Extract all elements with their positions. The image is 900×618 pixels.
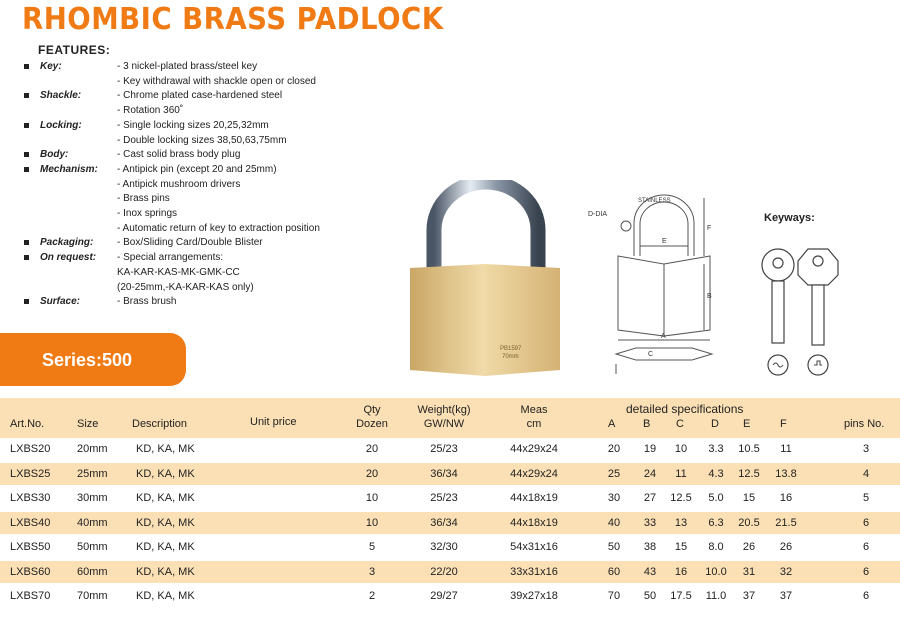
shackle: [434, 182, 538, 272]
cell-b: 19: [643, 443, 657, 455]
cell-d: 10.0: [705, 565, 727, 578]
cell-d: 11.0: [705, 590, 727, 602]
cell-a: 30: [607, 492, 621, 504]
header-qty-unit: Dozen: [356, 418, 388, 430]
diagram-label-d-dia: D-DIA: [588, 211, 608, 218]
feature-line: [0, 251, 360, 266]
cell-b: 38: [643, 541, 657, 553]
cell-e: 31: [742, 565, 756, 578]
cell-art: LXBS60: [10, 565, 51, 578]
bullet-square-icon: [24, 167, 29, 172]
feature-line: [0, 178, 360, 193]
cell-meas: 44x18x19: [510, 516, 558, 529]
cell-f: 21.5: [775, 516, 797, 529]
cell-a: 25: [607, 467, 621, 480]
header-size: Size: [77, 418, 99, 430]
cell-a: 50: [607, 541, 621, 553]
cell-qty: 2: [368, 590, 376, 602]
header-weight: Weight(kg): [417, 404, 471, 416]
table-row: [0, 536, 900, 558]
keyways-illustration: [750, 205, 880, 380]
cell-pins: 6: [862, 590, 870, 602]
header-meas-unit: cm: [526, 418, 542, 430]
feature-value: - Single locking sizes 20,25,32mm: [117, 119, 269, 131]
cell-art: LXBS40: [10, 516, 51, 529]
cell-weight: 32/30: [430, 541, 458, 553]
cell-weight: 25/23: [430, 443, 458, 455]
cell-size: 40mm: [77, 516, 108, 529]
header-weight-unit: GW/NW: [423, 418, 465, 430]
cell-qty: 10: [365, 492, 379, 504]
feature-value: - Double locking sizes 38,50,63,75mm: [117, 134, 287, 146]
header-detailed-specs: detailed specifications: [626, 402, 744, 416]
cell-qty: 20: [365, 443, 379, 455]
cell-meas: 44x29x24: [510, 443, 558, 455]
cell-e: 37: [742, 590, 756, 602]
cell-pins: 4: [862, 467, 870, 480]
feature-value: - Special arrangements:: [117, 252, 224, 264]
keyways-label: Keyways:: [764, 212, 815, 224]
cell-size: 70mm: [77, 590, 108, 602]
cell-pins: 6: [862, 541, 870, 553]
feature-line: [0, 119, 360, 134]
feature-label: On request:: [40, 252, 97, 264]
cell-e: 15: [742, 492, 756, 504]
table-row: [0, 512, 900, 534]
cell-art: LXBS30: [10, 492, 51, 504]
cell-d: 6.3: [708, 516, 724, 529]
cell-size: 25mm: [77, 467, 108, 480]
cell-a: 60: [607, 565, 621, 578]
feature-line: [0, 192, 360, 207]
feature-value: - Box/Sliding Card/Double Blister: [117, 237, 263, 249]
cell-meas: 39x27x18: [510, 590, 558, 602]
cell-b: 27: [643, 492, 657, 504]
cell-desc: KD, KA, MK: [136, 467, 195, 480]
cell-a: 40: [607, 516, 621, 529]
bullet-square-icon: [24, 64, 29, 69]
cell-qty: 20: [365, 467, 379, 480]
cell-b: 33: [643, 516, 657, 529]
feature-value: - Automatic return of key to extraction position: [117, 222, 320, 234]
table-row: [0, 487, 900, 509]
lock-engraving-model: PB1597: [500, 346, 522, 352]
cell-c: 12.5: [670, 492, 692, 504]
cell-pins: 6: [862, 565, 870, 578]
header-spec-d: D: [711, 418, 719, 430]
cell-weight: 29/27: [430, 590, 458, 602]
cell-art: LXBS50: [10, 541, 51, 553]
cell-a: 20: [607, 443, 621, 455]
table-row: [0, 463, 900, 485]
header-spec-f: F: [780, 418, 787, 430]
cell-size: 20mm: [77, 443, 108, 455]
bullet-square-icon: [24, 93, 29, 98]
table-row: [0, 438, 900, 460]
cell-f: 16: [779, 492, 793, 504]
header-spec-a: A: [608, 418, 616, 430]
feature-value: - Antipick mushroom drivers: [117, 178, 241, 190]
bullet-square-icon: [24, 152, 29, 157]
cell-weight: 25/23: [430, 492, 458, 504]
feature-value: KA-KAR-KAS-MK-GMK-CC: [117, 266, 240, 278]
cell-b: 24: [643, 467, 657, 480]
header-spec-e: E: [743, 418, 751, 430]
cell-meas: 44x29x24: [510, 467, 558, 480]
header-unit-price: Unit price: [250, 416, 297, 428]
feature-label: Mechanism:: [40, 163, 98, 175]
header-description: Description: [132, 418, 188, 430]
feature-label: Body:: [40, 149, 69, 161]
cell-c: 10: [674, 443, 688, 455]
bullet-square-icon: [24, 255, 29, 260]
cell-desc: KD, KA, MK: [136, 492, 195, 504]
feature-line: [0, 148, 360, 163]
table-header-row: [0, 398, 900, 438]
diagram-label-f: F: [707, 225, 712, 232]
feature-line: [0, 236, 360, 251]
feature-label: Shackle:: [40, 90, 82, 102]
features-heading: FEATURES:: [38, 43, 111, 57]
cell-b: 43: [643, 565, 657, 578]
cell-d: 5.0: [708, 492, 724, 504]
cell-art: LXBS25: [10, 467, 51, 480]
dimension-diagram: [576, 188, 746, 388]
cell-qty: 10: [365, 516, 379, 529]
lock-body-left: [410, 264, 485, 376]
cell-e: 12.5: [738, 467, 760, 480]
feature-value: - Rotation 360˚: [117, 105, 184, 117]
feature-line: [0, 134, 360, 149]
cell-size: 50mm: [77, 541, 108, 553]
series-label: Series:500: [42, 350, 133, 370]
feature-value: - Brass pins: [117, 193, 170, 205]
feature-value: - Antipick pin (except 20 and 25mm): [117, 163, 277, 175]
diagram-label-b: B: [707, 293, 712, 300]
cell-f: 13.8: [775, 467, 797, 480]
feature-line: [0, 281, 360, 296]
bullet-square-icon: [24, 240, 29, 245]
feature-value: - Inox springs: [117, 208, 178, 219]
cell-qty: 3: [368, 565, 376, 578]
cell-d: 4.3: [708, 467, 724, 480]
header-art-no: Art.No.: [10, 418, 45, 430]
feature-label: Locking:: [40, 119, 82, 131]
feature-line: [0, 60, 360, 75]
diagram-label-c: C: [648, 351, 654, 358]
feature-line: [0, 104, 360, 119]
cell-d: 3.3: [708, 443, 724, 455]
cell-desc: KD, KA, MK: [136, 565, 195, 578]
lock-engraving-size: 70mm: [502, 354, 519, 360]
header-meas: Meas: [520, 404, 548, 416]
cell-art: LXBS70: [10, 590, 51, 602]
cell-desc: KD, KA, MK: [136, 541, 195, 553]
feature-value: - 3 nickel-plated brass/steel key: [117, 61, 258, 72]
diagram-label-a: A: [661, 333, 666, 340]
feature-label: Surface:: [40, 296, 81, 308]
cell-c: 17.5: [670, 590, 692, 602]
cell-size: 60mm: [77, 565, 108, 578]
cell-weight: 36/34: [430, 467, 458, 480]
cell-c: 11: [675, 467, 687, 480]
cell-c: 15: [674, 541, 688, 553]
diagram-label-e: E: [662, 238, 667, 245]
cell-f: 37: [779, 590, 793, 602]
cell-pins: 5: [862, 492, 870, 504]
page-title: RHOMBIC BRASS PADLOCK: [22, 2, 444, 37]
cell-f: 32: [779, 565, 793, 578]
cell-f: 26: [779, 541, 793, 553]
cell-pins: 3: [862, 443, 870, 455]
cell-desc: KD, KA, MK: [136, 443, 195, 455]
feature-label: Packaging:: [40, 237, 94, 249]
feature-line: [0, 75, 360, 90]
cell-weight: 22/20: [430, 565, 458, 578]
feature-label: Key:: [40, 61, 62, 72]
cell-desc: KD, KA, MK: [136, 516, 195, 529]
feature-line: [0, 207, 360, 222]
cell-e: 20.5: [738, 516, 760, 529]
cell-art: LXBS20: [10, 443, 51, 455]
cell-meas: 44x18x19: [510, 492, 558, 504]
feature-value: - Cast solid brass body plug: [117, 149, 241, 161]
cell-f: 11: [780, 443, 792, 455]
cell-b: 50: [643, 590, 657, 602]
cell-c: 13: [674, 516, 688, 529]
cell-pins: 6: [862, 516, 870, 529]
feature-value: - Brass brush: [117, 296, 177, 308]
header-qty: Qty: [363, 404, 381, 416]
feature-line: [0, 222, 360, 237]
cell-c: 16: [674, 565, 688, 578]
bullet-square-icon: [24, 299, 29, 304]
cell-d: 8.0: [708, 541, 724, 553]
cell-a: 70: [607, 590, 621, 602]
feature-value: - Chrome plated case-hardened steel: [117, 90, 283, 102]
feature-value: (20-25mm,-KA-KAR-KAS only): [117, 281, 254, 293]
feature-line: [0, 163, 360, 178]
table-row: [0, 561, 900, 583]
diagram-label-stainless: STAINLESS: [638, 198, 671, 204]
header-spec-b: B: [643, 418, 651, 430]
table-row: [0, 585, 900, 607]
lock-body-right: [485, 264, 560, 376]
feature-line: [0, 295, 360, 310]
feature-line: [0, 266, 360, 281]
cell-meas: 54x31x16: [510, 541, 558, 553]
padlock-image: [400, 180, 570, 380]
feature-line: [0, 89, 360, 104]
cell-e: 10.5: [738, 443, 760, 455]
cell-weight: 36/34: [430, 516, 458, 529]
cell-meas: 33x31x16: [510, 565, 558, 578]
cell-qty: 5: [368, 541, 376, 553]
cell-desc: KD, KA, MK: [136, 590, 195, 602]
bullet-square-icon: [24, 123, 29, 128]
cell-e: 26: [742, 541, 756, 553]
header-spec-c: C: [676, 418, 684, 430]
header-pins: pins No.: [844, 418, 885, 430]
feature-value: - Key withdrawal with shackle open or closed: [117, 75, 316, 87]
cell-size: 30mm: [77, 492, 108, 504]
